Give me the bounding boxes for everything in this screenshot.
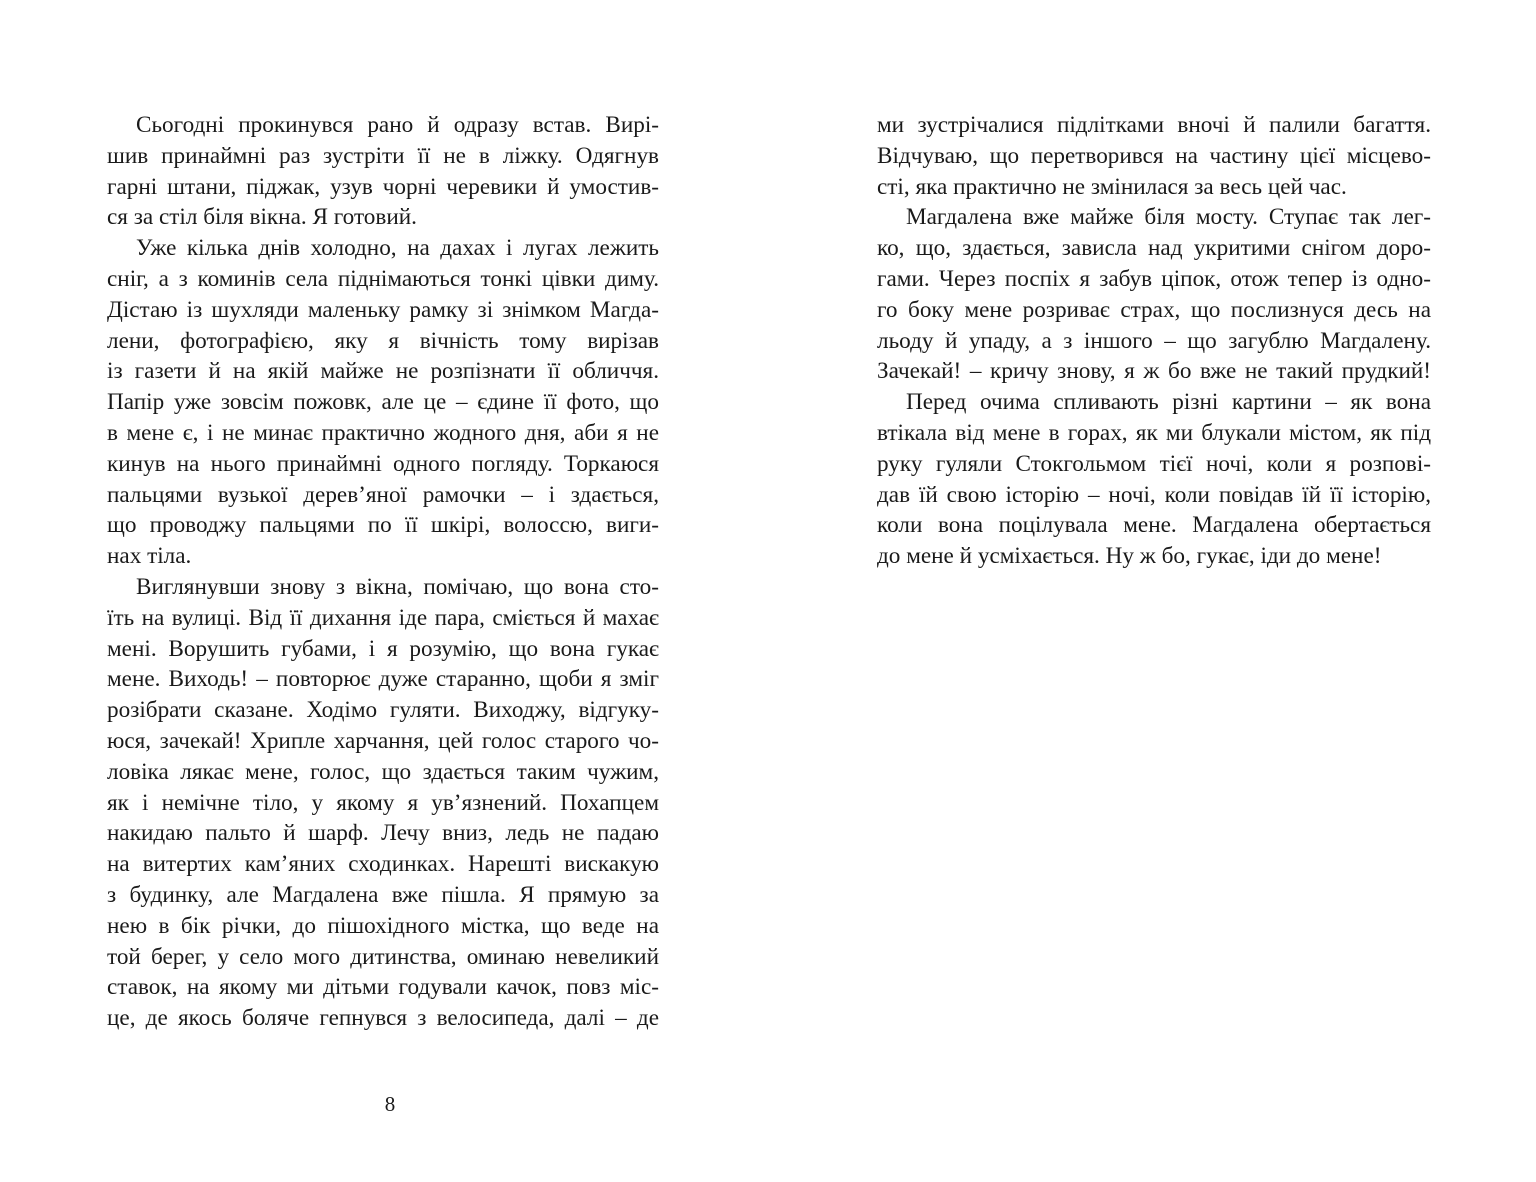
text-line: гарні штани, піджак, узув чорні черевики й умостив- [107, 173, 659, 200]
text-line: пальцями вузької дерев’яної рамочки – і здається, [107, 481, 659, 508]
right-page [768, 0, 1536, 1182]
text-line: Зачекай! – кричу знову, я ж бо вже не такий прудкий! [877, 358, 1431, 385]
text-line: Уже кілька днів холодно, на дахах і лугах лежить [136, 235, 659, 262]
text-line: ми зустрічалися підлітками вночі й палили багаття. [877, 112, 1431, 138]
text-line: той берег, у село мого дитинства, оминаю невеликий [107, 943, 659, 970]
text-line: їть на вулиці. Від її дихання іде пара, сміється й махає [107, 604, 659, 631]
text-line: ко, що, здається, зависла над укритими снігом доро- [877, 235, 1431, 262]
page-number: 8 [384, 1092, 396, 1116]
text-line: лени, фотографією, яку я вічність тому вирізав [107, 327, 659, 354]
text-line: нах тіла. [107, 543, 192, 570]
text-line: це, де якось боляче гепнувся з велосипеда, далі – де [107, 1005, 659, 1032]
text-line: до мене й усміхається. Ну ж бо, гукає, іди до мене! [877, 543, 1382, 570]
text-line: з будинку, але Магдалена вже пішла. Я прямую за [107, 881, 659, 908]
text-line: Відчуваю, що перетворився на частину цієї місцево- [877, 142, 1431, 169]
text-line: гами. Через поспіх я забув ціпок, отож тепер із одно- [877, 265, 1431, 292]
text-line: дав їй свою історію – ночі, коли повідав їй її історію, [877, 481, 1431, 508]
text-line: втікала від мене в горах, як ми блукали містом, як під [877, 419, 1431, 446]
text-line: юся, зачекай! Хрипле харчання, цей голос старого чо- [107, 727, 659, 754]
text-line: накидаю пальто й шарф. Лечу вниз, ледь не падаю [107, 820, 659, 847]
text-line: Папір уже зовсім пожовк, але це – єдине її фото, що [107, 389, 659, 416]
text-line: мені. Ворушить губами, і я розумію, що вона гукає [107, 635, 659, 662]
text-line: мене. Виходь! – повторює дуже старанно, щоби я зміг [107, 666, 659, 693]
text-line: го боку мене розриває страх, що послизнуся десь на [877, 296, 1431, 323]
text-line: льоду й упаду, а з іншого – що загублю Магдалену. [877, 327, 1431, 354]
text-line: Перед очима спливають різні картини – як вона [906, 389, 1431, 416]
text-line: Сьогодні прокинувся рано й одразу встав. Вирі- [136, 112, 659, 138]
text-line: нею в бік річки, до пішохідного містка, що веде на [107, 912, 659, 939]
text-line: Магдалена вже майже біля мосту. Ступає так лег- [906, 204, 1431, 231]
text-line: ставок, на якому ми дітьми годували качок, повз міс- [107, 974, 659, 1001]
text-line: із газети й на якій майже не розпізнати її обличчя. [107, 358, 659, 385]
right-page-text [877, 110, 1431, 572]
text-line: в мене є, і не минає практично жодного дня, аби я не [107, 419, 659, 446]
text-line: ловіка лякає мене, голос, що здається таким чужим, [107, 758, 659, 785]
text-line: що проводжу пальцями по її шкірі, волоссю, виги- [107, 512, 659, 539]
left-page-text [107, 110, 659, 1034]
text-line: розібрати сказане. Ходімо гуляти. Виходжу, відгуку- [107, 697, 659, 724]
text-line: Виглянувши знову з вікна, помічаю, що вона сто- [136, 573, 659, 600]
text-line: сніг, а з коминів села піднімаються тонкі цівки диму. [107, 265, 659, 292]
text-line: шив принаймні раз зустріти її не в ліжку. Одягнув [107, 142, 659, 169]
text-line: коли вона поцілувала мене. Магдалена обертається [877, 512, 1431, 539]
text-line: ся за стіл біля вікна. Я готовий. [107, 204, 417, 231]
text-line: як і немічне тіло, у якому я ув’язнений. Похапцем [107, 789, 659, 816]
text-line: руку гуляли Стокгольмом тієї ночі, коли я розпові- [877, 450, 1431, 477]
text-line: сті, яка практично не змінилася за весь цей час. [877, 173, 1347, 200]
text-line: кинув на нього принаймні одного погляду. Торкаюся [107, 450, 659, 477]
text-line: на витертих кам’яних сходинках. Нарешті вискакую [107, 851, 659, 878]
text-line: Дістаю із шухляди маленьку рамку зі знімком Магда- [107, 296, 659, 323]
